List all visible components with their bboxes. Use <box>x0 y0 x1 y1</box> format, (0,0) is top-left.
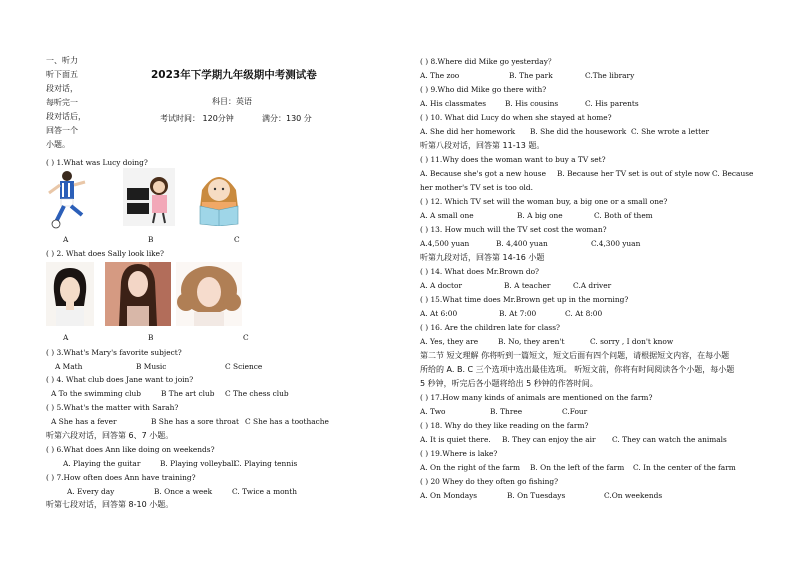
question-text: ( ) 18. Why do they like reading on the farm? <box>420 421 589 430</box>
intro-line: 回答一个 <box>46 126 78 135</box>
question-text: ( ) 7.How often does Ann have training? <box>46 473 196 482</box>
answer-option: C. She wrote a letter <box>631 127 709 136</box>
answer-option: B. No, they aren't <box>498 337 565 346</box>
question-text: ( ) 4. What club does Jane want to join? <box>46 375 194 384</box>
section-heading: 5 秒钟，听完后各小题将给出 5 秒钟的作答时间。 <box>420 379 598 388</box>
answer-option: A. At 6:00 <box>420 309 458 318</box>
answer-option: A. She did her homework <box>420 127 516 136</box>
answer-option: A. A small one <box>420 211 474 220</box>
question-text: ( ) 16. Are the children late for class? <box>420 323 560 332</box>
answer-option: C. At 8:00 <box>565 309 603 318</box>
q1-label-a: A <box>63 235 69 244</box>
answer-option: A. The zoo <box>420 71 460 80</box>
question-text: ( ) 5.What's the matter with Sarah? <box>46 403 179 412</box>
answer-option: C. sorry , I don't know <box>590 337 674 346</box>
answer-option: A. On Mondays <box>420 491 478 500</box>
girl-reading-book-picture <box>190 168 248 226</box>
question-text: ( ) 15.What time does Mr.Brown get up in the morning? <box>420 295 629 304</box>
q2-label-c: C <box>243 333 249 342</box>
exam-score: 满分：130 分 <box>262 114 312 123</box>
answer-option: B. Playing volleyball <box>160 459 237 468</box>
answer-option: C The chess club <box>225 389 289 398</box>
answer-option: C. Twice a month <box>232 487 298 496</box>
exam-subject: 科目：英语 <box>212 97 252 106</box>
q1-label-c: C <box>234 235 240 244</box>
exam-time: 考试时间： 120分钟 <box>160 114 234 123</box>
soccer-player-picture <box>46 168 88 230</box>
answer-option: C. In the center of the farm <box>633 463 736 472</box>
q1-label-b: B <box>148 235 154 244</box>
intro-line: 每听完一 <box>46 98 78 107</box>
answer-option: C Science <box>225 362 263 371</box>
q2-label-a: A <box>63 333 69 342</box>
answer-option: A Math <box>55 362 83 371</box>
question-text: ( ) 10. What did Lucy do when she stayed at home? <box>420 113 612 122</box>
answer-option: B. On Tuesdays <box>507 491 566 500</box>
intro-line: 听下面五 <box>46 70 78 79</box>
section-heading: 听第七段对话，回答第 8-10 小题。 <box>46 500 174 509</box>
answer-option: B. A big one <box>517 211 563 220</box>
answer-option: A. On the right of the farm <box>420 463 521 472</box>
intro-line: 段对话， <box>46 84 78 93</box>
answer-option: C. Playing tennis <box>234 459 298 468</box>
answer-option: C.The library <box>585 71 635 80</box>
answer-option: B. She did the housework <box>530 127 627 136</box>
answer-option: B. 4,400 yuan <box>496 239 548 248</box>
question-text: ( ) 3.What's Mary's favorite subject? <box>46 348 182 357</box>
answer-option: B. They can enjoy the air <box>502 435 596 444</box>
question-text: ( ) 17.How many kinds of animals are mentioned on the farm? <box>420 393 653 402</box>
answer-option: A. It is quiet there. <box>420 435 491 444</box>
question-text: ( ) 12. Which TV set will the woman buy, a big one or a small one? <box>420 197 668 206</box>
answer-option: B The art club <box>161 389 215 398</box>
answer-option: A She has a fever <box>51 417 117 426</box>
answer-option: A To the swimming club <box>51 389 141 398</box>
answer-option: B She has a sore throat <box>151 417 239 426</box>
answer-option: C.On weekends <box>604 491 663 500</box>
question-text: ( ) 11.Why does the woman want to buy a TV set? <box>420 155 606 164</box>
question-text: ( ) 19.Where is lake? <box>420 449 498 458</box>
q2-label-b: B <box>148 333 154 342</box>
answer-option: C. His parents <box>585 99 639 108</box>
answer-option: A. Because she's got a new house <box>420 169 546 178</box>
question-text: ( ) 2. What does Sally look like? <box>46 249 164 258</box>
question-text: ( ) 13. How much will the TV set cost the woman? <box>420 225 607 234</box>
exam-title: 2023年下学期九年级期中考测试卷 <box>151 69 317 81</box>
answer-option: C.A driver <box>573 281 612 290</box>
question-text: ( ) 8.Where did Mike go yesterday？ <box>420 57 556 66</box>
answer-option: B. The park <box>509 71 553 80</box>
answer-option: B. Because her TV set is out of style now <box>557 169 711 178</box>
answer-option: A. Yes, they are <box>420 337 479 346</box>
girl-playing-piano-picture <box>123 168 175 226</box>
answer-option: B. Once a week <box>154 487 213 496</box>
answer-option: B. On the left of the farm <box>530 463 625 472</box>
answer-option: C. Both of them <box>594 211 653 220</box>
curly-hair-girl-picture <box>176 262 242 326</box>
answer-option: C. Because <box>712 169 754 178</box>
answer-option: B. A teacher <box>504 281 551 290</box>
section-heading: 第二节 短文理解 你将听到一篇短文，短文后面有四个问题，请根据短文内容，在每小题 <box>420 351 730 360</box>
question-continuation: her mother's TV set is too old. <box>420 183 534 192</box>
answer-option: C.4,300 yuan <box>591 239 641 248</box>
answer-option: A.4,500 yuan <box>420 239 470 248</box>
answer-option: A. A doctor <box>420 281 462 290</box>
section-heading: 听第九段对话，回答第 14-16 小题 <box>420 253 545 262</box>
answer-option: A. His classmates <box>420 99 487 108</box>
answer-option: B. Three <box>490 407 523 416</box>
answer-option: B. His cousins <box>505 99 559 108</box>
question-text: ( ) 14. What does Mr.Brown do? <box>420 267 539 276</box>
question-text: ( ) 1.What was Lucy doing? <box>46 158 148 167</box>
long-hair-girl-picture <box>105 262 171 326</box>
answer-option: B Music <box>136 362 167 371</box>
section-heading: 听第六段对话，回答第 6、7 小题。 <box>46 431 174 440</box>
answer-option: A. Two <box>420 407 446 416</box>
intro-line: 一、听力 <box>46 56 78 65</box>
question-text: ( ) 6.What does Ann like doing on weekends? <box>46 445 215 454</box>
answer-option: A. Every day <box>67 487 115 496</box>
question-text: ( ) 9.Who did Mike go there with? <box>420 85 547 94</box>
section-heading: 听第八段对话，回答第 11-13 题。 <box>420 141 545 150</box>
intro-line: 小题。 <box>46 140 70 149</box>
answer-option: C She has a toothache <box>245 417 329 426</box>
intro-line: 段对话后， <box>46 112 86 121</box>
answer-option: C.Four <box>562 407 588 416</box>
section-heading: 所给的 A. B. C 三个选项中选出最佳选项。 听短文前，你将有时间阅读各个小题，每小题 <box>420 365 735 374</box>
answer-option: B. At 7:00 <box>499 309 537 318</box>
question-text: ( ) 20 Whey do they often go fishing? <box>420 477 559 486</box>
short-hair-girl-picture <box>46 262 94 326</box>
answer-option: A. Playing the guitar <box>63 459 141 468</box>
answer-option: C. They can watch the animals <box>612 435 727 444</box>
